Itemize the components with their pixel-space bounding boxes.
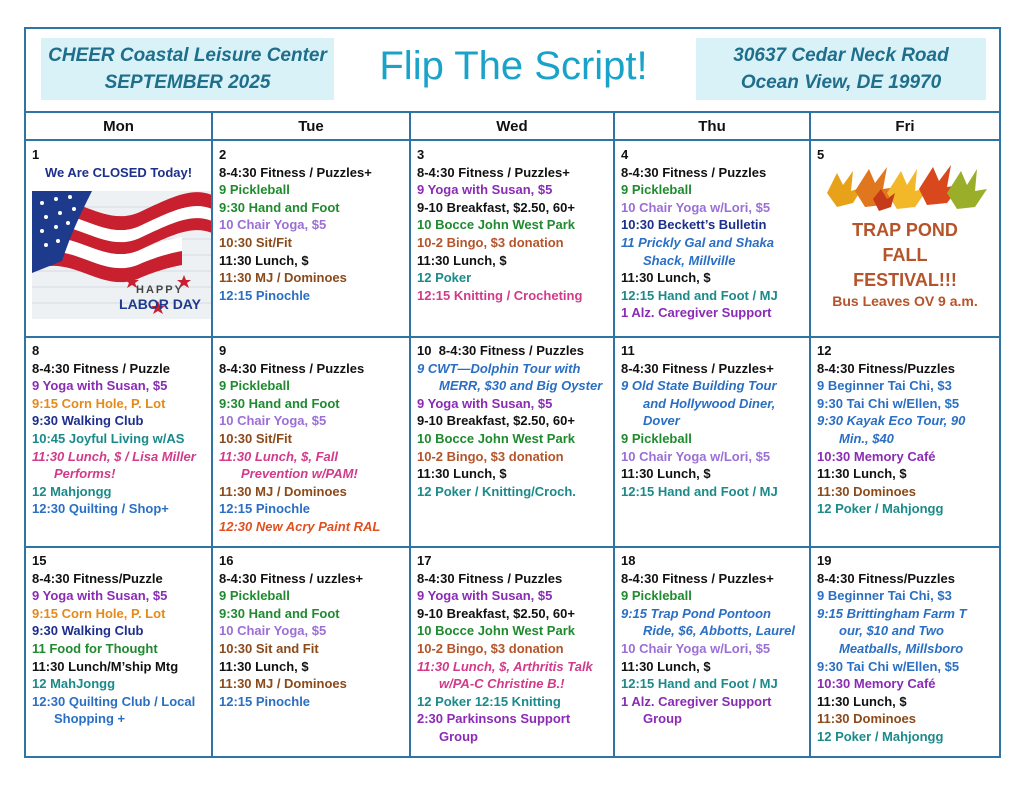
day-cell-12 [811,338,999,546]
date-number: 3 [417,147,425,162]
schedule-item: 8-4:30 Fitness / Puzzles [417,570,563,586]
date-number: 10 [417,343,432,358]
date-number: 8 [32,343,40,358]
schedule-item: 11:30 Lunch, $ [817,693,907,709]
schedule-item: 12:15 Pinochle [219,693,311,709]
schedule-item: 10-2 Bingo, $3 donation [417,448,564,464]
date-number: 18 [621,553,636,568]
schedule-item: 9:30 Hand and Foot [219,199,340,215]
schedule-item: 10 Chair Yoga, $5 [219,623,327,639]
day-header-tue: Tue [213,113,409,141]
schedule-item: 9 CWT—Dolphin Tour with [417,360,581,376]
schedule-item: Shopping + [54,711,126,727]
schedule-item: 10 Chair Yoga, $5 [219,217,327,233]
schedule-item: 12 Poker [417,270,472,286]
schedule-item: 11:30 Lunch, $ / Lisa Miller [32,448,196,464]
schedule-item: 9:15 Trap Pond Pontoon [621,605,771,621]
schedule-item: our, $10 and Two [839,623,944,639]
schedule-item: 11 Prickly Gal and Shaka [621,234,774,250]
schedule-item: 11:30 Lunch, $ [417,252,507,268]
schedule-item: 10:45 Joyful Living w/AS [32,430,185,446]
schedule-item: 9-10 Breakfast, $2.50, 60+ [417,199,575,215]
center-name-box [41,38,334,100]
schedule-item: 9 Pickleball [219,588,290,604]
schedule-item: Group [643,711,682,727]
flag-text-labor-day: LABOR DAY [119,296,201,312]
day-cell-9 [213,338,409,546]
schedule-item: 9-10 Breakfast, $2.50, 60+ [417,605,575,621]
schedule-item: 8-4:30 Fitness/Puzzle [32,570,163,586]
schedule-item: 10 Chair Yoga w/Lori, $5 [621,199,771,215]
schedule-item: 11:30 Lunch, $ [219,252,309,268]
day-cell-2 [213,142,409,336]
schedule-item: 8-4:30 Fitness / Puzzles+ [219,164,372,180]
schedule-item: w/PA-C Christine B.! [439,676,565,692]
day-cell-5 [811,142,999,336]
day-header-thu: Thu [615,113,809,141]
schedule-item: 8-4:30 Fitness / Puzzle [32,360,170,376]
day-cell-10 [411,338,613,546]
address-city: Ocean View, DE 19970 [740,72,942,93]
schedule-item: 9 Beginner Tai Chi, $3 [817,588,952,604]
schedule-item: 11:30 Lunch, $, Fall [219,448,338,464]
schedule-item: 10 Chair Yoga w/Lori, $5 [621,640,771,656]
schedule-item: 2:30 Parkinsons Support [417,711,571,727]
schedule-item: 12:30 New Acry Paint RAL [219,518,381,534]
schedule-item: 9 Yoga with Susan, $5 [32,378,168,394]
schedule-item: 9 Beginner Tai Chi, $3 [817,378,952,394]
schedule-item: 9:30 Walking Club [32,623,144,639]
day-cell-11 [615,338,809,546]
day-header-wed: Wed [411,113,613,141]
schedule-item: 11:30 Lunch, $, Arthritis Talk [417,658,593,674]
date-number: 9 [219,343,227,358]
schedule-item: 9 Yoga with Susan, $5 [417,395,553,411]
day-header-mon: Mon [26,113,211,141]
bus-departure-note: Bus Leaves OV 9 a.m. [832,293,978,309]
date-number: 17 [417,553,432,568]
schedule-item: 9:30 Kayak Eco Tour, 90 [817,413,966,429]
schedule-item: 9 Pickleball [219,378,290,394]
schedule-item: 8-4:30 Fitness/Puzzles [817,570,955,586]
schedule-item: Min., $40 [839,430,894,446]
schedule-item: 10-2 Bingo, $3 donation [417,640,564,656]
calendar-header [26,29,999,113]
flag-text-happy: HAPPY [136,284,184,296]
schedule-item [417,342,607,360]
schedule-item: 10:30 Beckett’s Bulletin [621,217,767,233]
schedule-item: 11:30 MJ / Dominoes [219,270,347,286]
schedule-item: 10 Chair Yoga w/Lori, $5 [621,448,771,464]
schedule-item: 12:15 Hand and Foot / MJ [621,676,778,692]
schedule-item: 9:30 Walking Club [32,413,144,429]
schedule-item: 11:30 Dominoes [817,711,916,727]
schedule-item: 12:15 Pinochle [219,501,311,517]
schedule-item: 11:30 Lunch, $ [621,658,711,674]
page-title: Flip The Script! [379,44,648,88]
schedule-item: Meatballs, Millsboro [839,640,964,656]
schedule-item: 9-10 Breakfast, $2.50, 60+ [417,413,575,429]
schedule-item: 11:30 Lunch, $ [621,270,711,286]
day-cell-3 [411,142,613,336]
schedule-item: 8-4:30 Fitness / uzzles+ [219,570,364,586]
schedule-item: 9 Old State Building Tour [621,378,777,394]
day-cell-18 [615,548,809,758]
month-label: SEPTEMBER 2025 [104,72,271,93]
schedule-item: Prevention w/PAM! [241,466,358,482]
schedule-item: 10:30 Sit/Fit [219,234,292,250]
schedule-item: 11:30 Lunch, $ [817,466,907,482]
date-number: 11 [621,343,635,358]
address-box [696,38,986,100]
schedule-item: 12 MahJongg [32,676,116,692]
schedule-item: 12 Poker / Mahjongg [817,501,944,517]
schedule-item: 10-2 Bingo, $3 donation [417,234,564,250]
schedule-item: 9 Pickleball [621,588,692,604]
schedule-item: 9:15 Brittingham Farm T [817,605,967,621]
schedule-item: 12:30 Quilting / Shop+ [32,501,169,517]
event-title-line: FESTIVAL!!! [853,270,957,290]
schedule-item: 12:30 Quilting Club / Local [32,693,196,709]
schedule-item: 11 Food for Thought [32,640,158,656]
date-number: 19 [817,553,832,568]
schedule-item: 12:15 Pinochle [219,287,311,303]
schedule-item: 9 Pickleball [621,430,692,446]
schedule-item: 12 Poker / Knitting/Croch. [417,483,576,499]
schedule-item: 9:15 Corn Hole, P. Lot [32,395,166,411]
schedule-item: 10:30 Sit/Fit [219,430,292,446]
event-title [811,218,999,293]
schedule-item: 9:30 Hand and Foot [219,605,340,621]
day-cell-8 [26,338,211,546]
schedule-item: 11:30 Lunch, $ [219,658,309,674]
schedule-item: 10 Bocce John West Park [417,217,575,233]
schedule-item: 8-4:30 Fitness/Puzzles [817,360,955,376]
schedule-item: Group [439,728,478,744]
schedule-item: Ride, $6, Abbotts, Laurel [643,623,795,639]
schedule-item: 8-4:30 Fitness / Puzzles+ [417,164,570,180]
date-number: 12 [817,343,832,358]
schedule-item: 10 Bocce John West Park [417,430,575,446]
schedule-item: 8-4:30 Fitness / Puzzles [621,164,767,180]
schedule-item: 12 Mahjongg [32,483,112,499]
schedule-item: 9 Pickleball [219,182,290,198]
schedule-item: 12 Poker / Mahjongg [817,728,944,744]
schedule-item: 9:15 Corn Hole, P. Lot [32,605,166,621]
day-cell-17 [411,548,613,758]
schedule-item: Shack, Millville [643,252,736,268]
day-cell-1 [26,142,211,336]
date-number: 1 [32,147,40,162]
schedule-item: 8-4:30 Fitness / Puzzles+ [621,570,774,586]
schedule-item: 9:30 Tai Chi w/Ellen, $5 [817,658,960,674]
address-street: 30637 Cedar Neck Road [733,45,949,66]
day-header-fri: Fri [811,113,999,141]
schedule-item: 10:30 Memory Café [817,676,936,692]
date-number: 2 [219,147,227,162]
schedule-item: Dover [643,413,680,429]
date-number: 16 [219,553,234,568]
day-cell-15 [26,548,211,758]
center-name: CHEER Coastal Leisure Center [48,45,327,66]
schedule-item: 11:30 Dominoes [817,483,916,499]
date-number: 5 [817,147,825,162]
schedule-item: 11:30 MJ / Dominoes [219,483,347,499]
schedule-item: 11:30 MJ / Dominoes [219,676,347,692]
day-cell-19 [811,548,999,758]
schedule-item: 11:30 Lunch, $ [417,466,507,482]
schedule-item: 11:30 Lunch, $ [621,466,711,482]
schedule-item: 10:30 Memory Café [817,448,936,464]
event-title-line: TRAP POND [852,220,958,240]
schedule-item-text: 8-4:30 Fitness / Puzzles [438,343,584,358]
schedule-item: 9 Yoga with Susan, $5 [417,182,553,198]
schedule-item: 8-4:30 Fitness / Puzzles [219,360,365,376]
schedule-item: 10:30 Sit and Fit [219,640,319,656]
schedule-item: 1 Alz. Caregiver Support [621,693,772,709]
fall-leaves-image [817,163,989,218]
schedule-item: and Hollywood Diner, [643,395,776,411]
schedule-item: 9 Yoga with Susan, $5 [32,588,168,604]
schedule-item: 12:15 Hand and Foot / MJ [621,483,778,499]
schedule-item: 8-4:30 Fitness / Puzzles+ [621,360,774,376]
schedule-item: 12:15 Hand and Foot / MJ [621,287,778,303]
schedule-item: 12:15 Knitting / Crocheting [417,287,583,303]
date-number: 15 [32,553,47,568]
schedule-item: 9:30 Hand and Foot [219,395,340,411]
event-title-line: FALL [882,245,928,265]
schedule-item: 9:30 Tai Chi w/Ellen, $5 [817,395,960,411]
calendar-frame [24,27,1001,758]
schedule-item: 12 Poker 12:15 Knitting [417,693,561,709]
closed-notice: We Are CLOSED Today! [44,164,193,180]
schedule-item: Performs! [54,466,116,482]
schedule-item: 9 Yoga with Susan, $5 [417,588,553,604]
date-number: 4 [621,147,629,162]
schedule-item: 10 Chair Yoga, $5 [219,413,327,429]
schedule-item: 11:30 Lunch/M’ship Mtg [32,658,179,674]
day-cell-4 [615,142,809,336]
schedule-item: 10 Bocce John West Park [417,623,575,639]
labor-day-flag-image [32,191,211,319]
schedule-item: 9 Pickleball [621,182,692,198]
schedule-item: 1 Alz. Caregiver Support [621,305,772,321]
schedule-item: MERR, $30 and Big Oyster [439,378,603,394]
day-cell-16 [213,548,409,758]
